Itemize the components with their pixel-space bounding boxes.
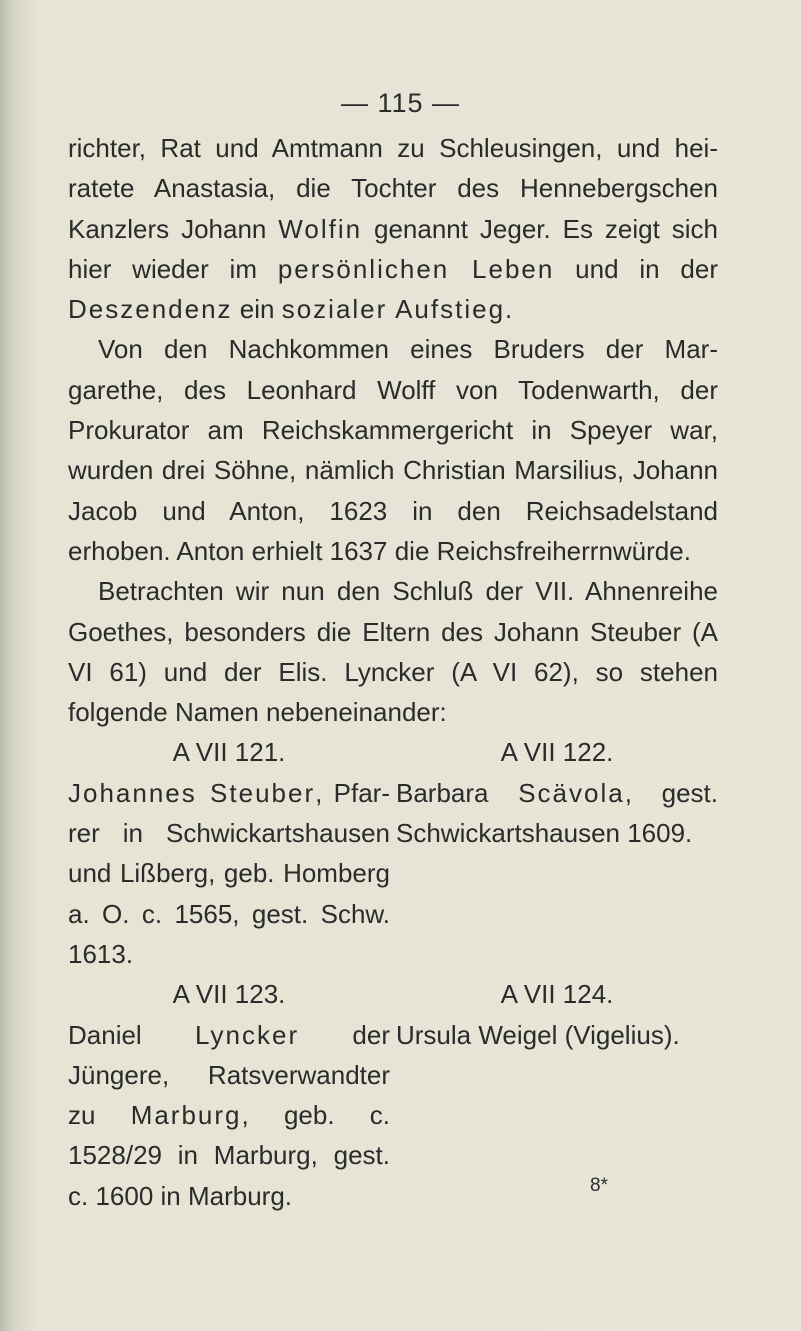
ancestor-a121-heading: A VII 121. (172, 737, 286, 768)
page-number: — 115 — (340, 88, 461, 118)
ancestor-a122-firstname: Barbara (396, 777, 519, 808)
ancestor-a123 (68, 974, 390, 1216)
ancestor-a124-text: Ursula Weigel (Vigelius). (396, 1019, 680, 1050)
ancestor-a123-details-2: , geb. c. 1528/29 in Marburg, gest. c. 1600 in Marburg. (68, 1100, 391, 1211)
ancestor-row-2 (68, 974, 718, 1216)
ancestor-row-1 (68, 732, 718, 974)
ancestor-a122 (396, 732, 718, 974)
paragraph-2: Von den Nachkommen eines Bruders der Margarethe, des Leonhard Wolff von Todenwarth, der Prokurator am Reichskammergericht in Speyer war, wurden drei Söhne, nämlich Christian Marsilius, Johann Jacob und Anton, 1623 in den Reichsadelstand erhoben. Anton erhielt 1637 die Reichsfreiherrnwürde. (68, 334, 718, 566)
ancestor-a124 (396, 974, 718, 1216)
ancestor-a123-firstname: Daniel (68, 1019, 196, 1050)
ancestor-a123-name: Lyncker (195, 1019, 300, 1050)
ancestor-a122-name: Scävola (518, 777, 625, 808)
ancestor-a124-heading: A VII 124. (500, 979, 614, 1010)
ancestor-a122-heading: A VII 122. (500, 737, 614, 768)
ancestor-a121-details: , Pfarrer in Schwickartshausen und Lißberg, geb. Homberg a. O. c. 1565, gest. Schw. 1613. (68, 777, 390, 969)
ancestor-a121-name: Johannes Steuber (68, 777, 316, 808)
signature-mark: 8* (590, 1175, 608, 1196)
p1-emph-descendance: Deszendenz (68, 294, 233, 325)
ancestor-a123-text (68, 1015, 390, 1216)
ancestor-a123-heading: A VII 123. (172, 979, 286, 1010)
p1-text-1: richter, Rat und Amtmann zu Schleusingen, und heiratete Anastasia, die Tochter des Hennebergschen Kanzlers Johann (68, 133, 718, 244)
ancestor-a121-text (68, 773, 390, 974)
body-text (68, 128, 718, 1216)
ancestor-a123-details-1: der Jüngere, Ratsverwandter zu (68, 1019, 390, 1131)
p1-text-4: ein (232, 294, 282, 325)
p1-text-3: und in der (554, 253, 718, 284)
p1-text-5: . (505, 294, 513, 325)
p1-text-2: genannt Jeger. Es zeigt sich hier wieder im (68, 213, 718, 284)
p1-emph-personal-life: persönlichen Leben (277, 253, 555, 284)
paragraph-1 (68, 128, 718, 329)
ancestor-a122-text (396, 773, 718, 854)
ancestor-a122-details: , gest. Schwickartshausen 1609. (396, 777, 718, 849)
p1-emph-social-rise: sozialer Aufstieg (281, 294, 506, 325)
paragraph-3: Betrachten wir nun den Schluß der VII. Ahnenreihe Goethes, besonders die Eltern des Johann Steuber (A VI 61) und der Elis. Lyncker (A VI 62), so stehen folgende Namen nebeneinander: (68, 576, 718, 728)
p1-name-wolfin: Wolfin (278, 213, 363, 244)
ancestor-a123-place: Marburg (130, 1100, 242, 1131)
ancestor-a121 (68, 732, 390, 974)
